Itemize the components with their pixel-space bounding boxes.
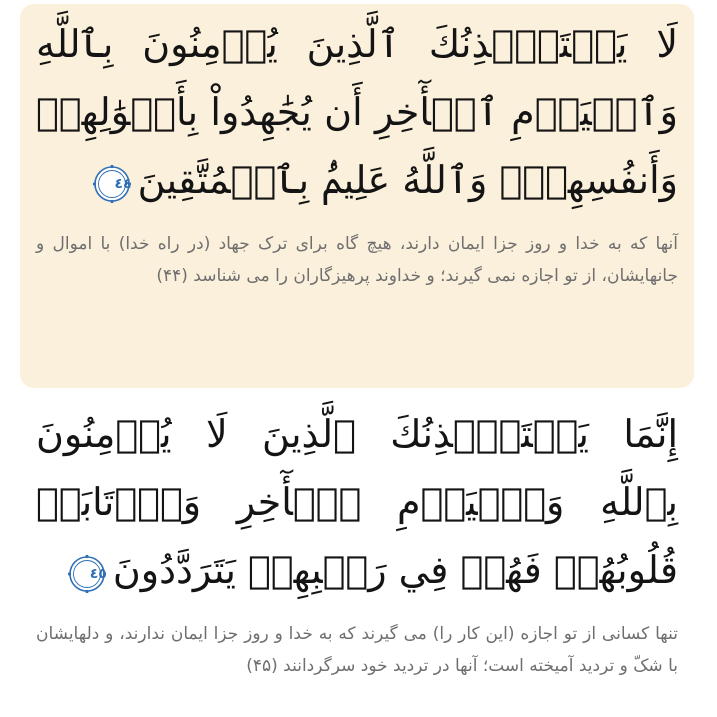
ayah-number: ٤٥ [89,565,107,582]
ayah-number: ٤٤ [114,175,132,192]
ayah-number-marker-icon [92,164,132,204]
verse-arabic-content: إِنَّمَا يَسۡتَـٔۡذِنُكَ ٱلَّذِينَ لَا يُؤۡمِنُونَ بِٱللَّهِ وَٱلۡيَوۡمِ ٱلۡأٓخِرِ وَٱرۡتَابَتۡ قُلُوبُهُمۡ فَهُمۡ فِي رَيۡبِهِمۡ يَتَرَدَّدُونَ [36,412,678,592]
verse-arabic-text [36,400,678,604]
verse-arabic-content: لَا يَسۡتَـٔۡذِنُكَ ٱلَّذِينَ يُؤۡمِنُونَ بِٱللَّهِ وَٱلۡيَوۡمِ ٱلۡأٓخِرِ أَن يُجَٰهِدُواْ بِأَمۡوَٰلِهِمۡ وَأَنفُسِهِمۡۗ وَٱللَّهُ عَلِيمُۢ بِٱلۡمُتَّقِينَ [36,22,678,202]
verse-translation: تنها کسانی از تو اجازه (این کار را) می گیرند که به خدا و روز جزا ایمان ندارند، و دلهایشان با شکّ و تردید آمیخته است؛ آنها در تردید خود سرگردانند (۴۵) [36,624,678,676]
verse-card-45[interactable] [20,394,694,712]
verse-translation: آنها که به خدا و روز جزا ایمان دارند، هیچ گاه برای ترک جهاد (در راه خدا) با اموال و جانهایشان، از تو اجازه نمی گیرند؛ و خداوند پرهیزگاران را می شناسد (۴۴) [36,234,678,286]
verse-arabic-text [36,10,678,214]
ayah-number-marker-icon [67,554,107,594]
verse-card-44[interactable] [20,4,694,388]
